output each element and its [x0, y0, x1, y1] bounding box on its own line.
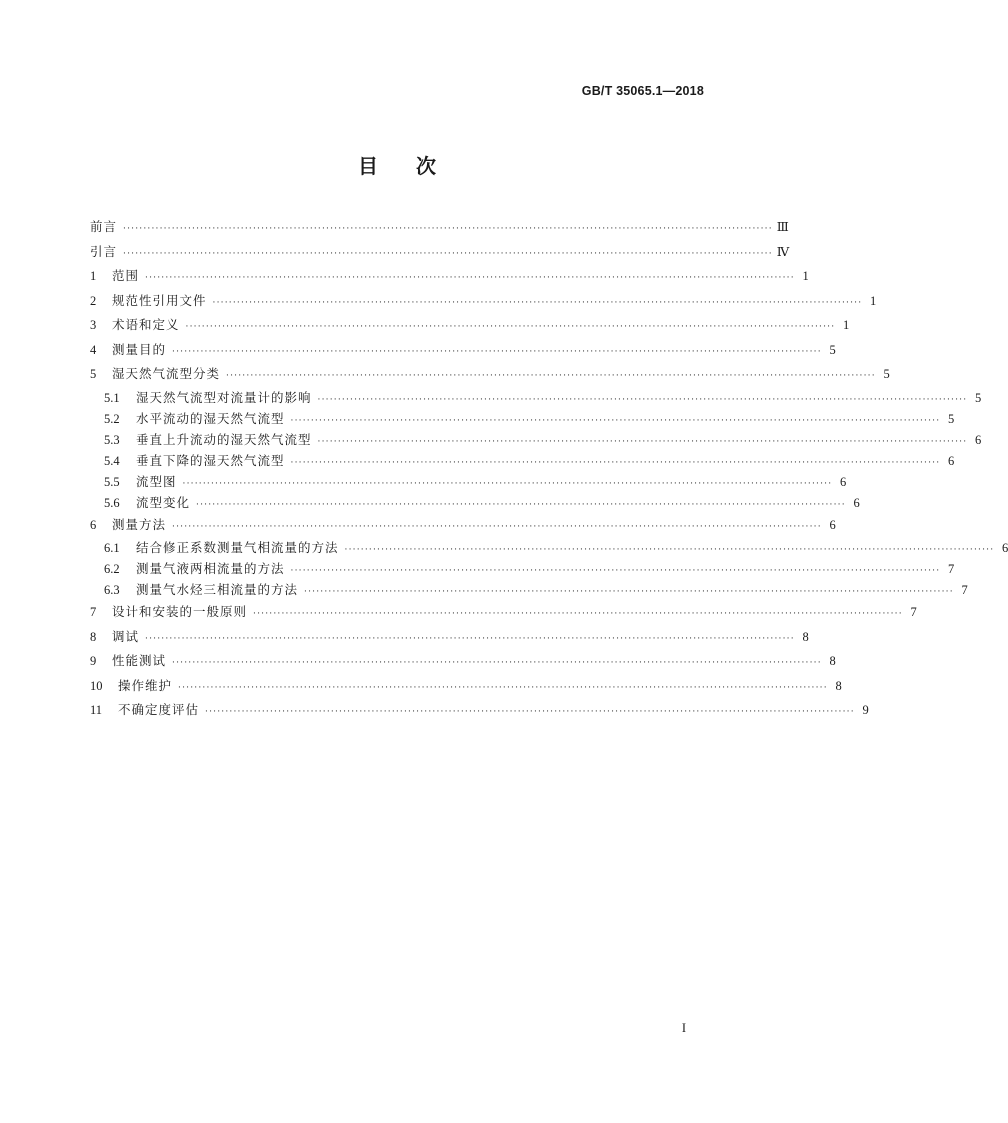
- dot-leader: ································································································································································: [145, 633, 795, 644]
- toc-entry[interactable]: [90, 289, 877, 314]
- toc-entry-page: 6: [975, 432, 982, 447]
- toc-entry-number: 6.1: [104, 541, 120, 555]
- toc-entry[interactable]: [90, 698, 869, 723]
- toc-entry-page: 5: [975, 390, 982, 405]
- toc-entry-page: 5: [883, 367, 890, 381]
- toc-entry-title: 调试: [112, 628, 140, 644]
- dot-leader: ································································································································································: [212, 297, 863, 308]
- toc-entry-page: Ⅲ: [776, 220, 789, 234]
- toc-entry[interactable]: [90, 240, 790, 265]
- toc-entry-page: 6: [948, 453, 955, 468]
- toc-entry-title: 范围: [112, 268, 140, 283]
- toc-entry-title: 测量目的: [112, 341, 167, 357]
- toc-entry-number: 5.4: [104, 453, 120, 468]
- dot-leader: ································································································································································: [172, 658, 822, 668]
- toc-entry-number: 9: [90, 654, 97, 668]
- dot-leader: ································································································································································: [290, 566, 941, 576]
- dot-leader: ································································································································································: [253, 609, 903, 619]
- toc-entry-number: 6: [90, 517, 97, 532]
- toc-entry-number: 3: [90, 318, 97, 332]
- toc-entry-title: 测量方法: [112, 516, 167, 532]
- toc-entry-page: 5: [829, 342, 836, 357]
- dot-leader: ································································································································································: [196, 499, 846, 510]
- toc-entry[interactable]: [90, 215, 789, 240]
- toc-entry[interactable]: [90, 387, 982, 408]
- toc-entry-number: 5.6: [104, 495, 120, 510]
- toc-entry-number: 2: [90, 293, 97, 308]
- toc-entry-number: 6.3: [104, 583, 120, 597]
- toc-entry-number: 5.3: [104, 432, 120, 447]
- dot-leader: ································································································································································: [185, 322, 836, 332]
- dot-leader: ································································································································································: [123, 248, 773, 259]
- page-title: 目次: [358, 154, 474, 178]
- toc-entry-number: 6.2: [104, 562, 120, 576]
- toc-entry-page: 8: [802, 629, 809, 644]
- toc-entry-number: 8: [90, 629, 97, 644]
- toc-entry[interactable]: [90, 338, 836, 363]
- toc-entry[interactable]: [90, 450, 955, 471]
- toc-entry-page: 6: [1002, 541, 1008, 555]
- dot-leader: ································································································································································: [226, 371, 876, 381]
- toc-entry-title: 结合修正系数测量气相流量的方法: [136, 540, 339, 555]
- dot-leader: ································································································································································: [290, 457, 941, 468]
- toc-entry-number: 5: [90, 367, 97, 381]
- toc-entry[interactable]: [90, 492, 860, 513]
- table-of-contents: [90, 215, 1008, 723]
- toc-entry-page: 7: [948, 562, 955, 576]
- toc-entry-number: 5.1: [104, 390, 120, 405]
- dot-leader: ································································································································································: [317, 436, 968, 447]
- toc-entry-page: 7: [910, 605, 917, 619]
- dot-leader: ································································································································································: [290, 415, 941, 426]
- toc-entry[interactable]: [90, 471, 847, 492]
- page-number: I: [681, 1021, 686, 1035]
- toc-entry[interactable]: [90, 264, 809, 289]
- toc-entry[interactable]: [90, 558, 955, 579]
- toc-entry-title: 设计和安装的一般原则: [112, 604, 248, 619]
- toc-entry-number: 1: [90, 269, 97, 283]
- dot-leader: ································································································································································: [172, 346, 822, 357]
- toc-entry-number: 11: [90, 703, 103, 717]
- toc-entry-title: 垂直上升流动的湿天然气流型: [136, 431, 312, 447]
- toc-entry[interactable]: [90, 513, 836, 538]
- dot-leader: ································································································································································: [172, 521, 822, 532]
- toc-entry[interactable]: [90, 313, 850, 338]
- toc-entry-page: 6: [829, 517, 836, 532]
- toc-entry-title: 流型变化: [136, 494, 191, 510]
- toc-entry-title: 水平流动的湿天然气流型: [136, 410, 285, 426]
- toc-entry-title: 规范性引用文件: [112, 292, 207, 308]
- dot-leader: ································································································································································: [145, 273, 795, 283]
- dot-leader: ································································································································································: [178, 682, 828, 693]
- toc-entry-title: 湿天然气流型对流量计的影响: [136, 389, 312, 405]
- toc-entry-number: 10: [90, 678, 103, 693]
- toc-entry-title: 测量气液两相流量的方法: [136, 561, 285, 576]
- dot-leader: ································································································································································: [344, 545, 995, 555]
- toc-entry-title: 引言: [90, 243, 118, 259]
- toc-entry-title: 操作维护: [118, 677, 173, 693]
- toc-entry-page: 8: [835, 678, 842, 693]
- toc-entry-page: 1: [843, 318, 850, 332]
- toc-entry-page: 8: [829, 654, 836, 668]
- toc-entry-title: 垂直下降的湿天然气流型: [136, 452, 285, 468]
- toc-entry[interactable]: [90, 625, 809, 650]
- toc-entry-title: 湿天然气流型分类: [112, 366, 221, 381]
- toc-entry-page: 7: [961, 583, 968, 597]
- toc-entry-page: 1: [870, 293, 877, 308]
- toc-entry[interactable]: [90, 362, 890, 387]
- toc-entry-page: Ⅳ: [776, 244, 790, 259]
- toc-entry-page: 6: [840, 474, 847, 489]
- dot-leader: ································································································································································: [304, 587, 954, 597]
- toc-entry[interactable]: [90, 600, 917, 625]
- toc-entry-number: 5.5: [104, 474, 120, 489]
- toc-entry-page: 6: [853, 495, 860, 510]
- toc-entry-title: 流型图: [136, 473, 177, 489]
- toc-entry-title: 测量气水烃三相流量的方法: [136, 582, 299, 597]
- toc-entry-number: 5.2: [104, 411, 120, 426]
- dot-leader: ································································································································································: [123, 224, 773, 234]
- toc-entry[interactable]: [90, 674, 842, 699]
- toc-entry-number: 7: [90, 605, 97, 619]
- toc-entry[interactable]: [90, 537, 1008, 558]
- toc-entry-page: 5: [948, 411, 955, 426]
- standard-number: GB/T 35065.1—2018: [581, 84, 704, 98]
- toc-entry-number: 4: [90, 342, 97, 357]
- dot-leader: ································································································································································: [205, 707, 855, 717]
- toc-entry[interactable]: [90, 649, 836, 674]
- toc-entry[interactable]: [90, 408, 955, 429]
- toc-entry-title: 术语和定义: [112, 317, 180, 332]
- dot-leader: ································································································································································: [317, 394, 968, 405]
- toc-entry-page: 1: [802, 269, 809, 283]
- toc-entry-title: 不确定度评估: [118, 702, 200, 717]
- toc-entry-title: 性能测试: [112, 653, 167, 668]
- toc-entry[interactable]: [90, 579, 968, 600]
- toc-entry-page: 9: [862, 703, 869, 717]
- dot-leader: ································································································································································: [182, 478, 833, 489]
- toc-entry[interactable]: [90, 429, 982, 450]
- toc-entry-title: 前言: [90, 219, 118, 234]
